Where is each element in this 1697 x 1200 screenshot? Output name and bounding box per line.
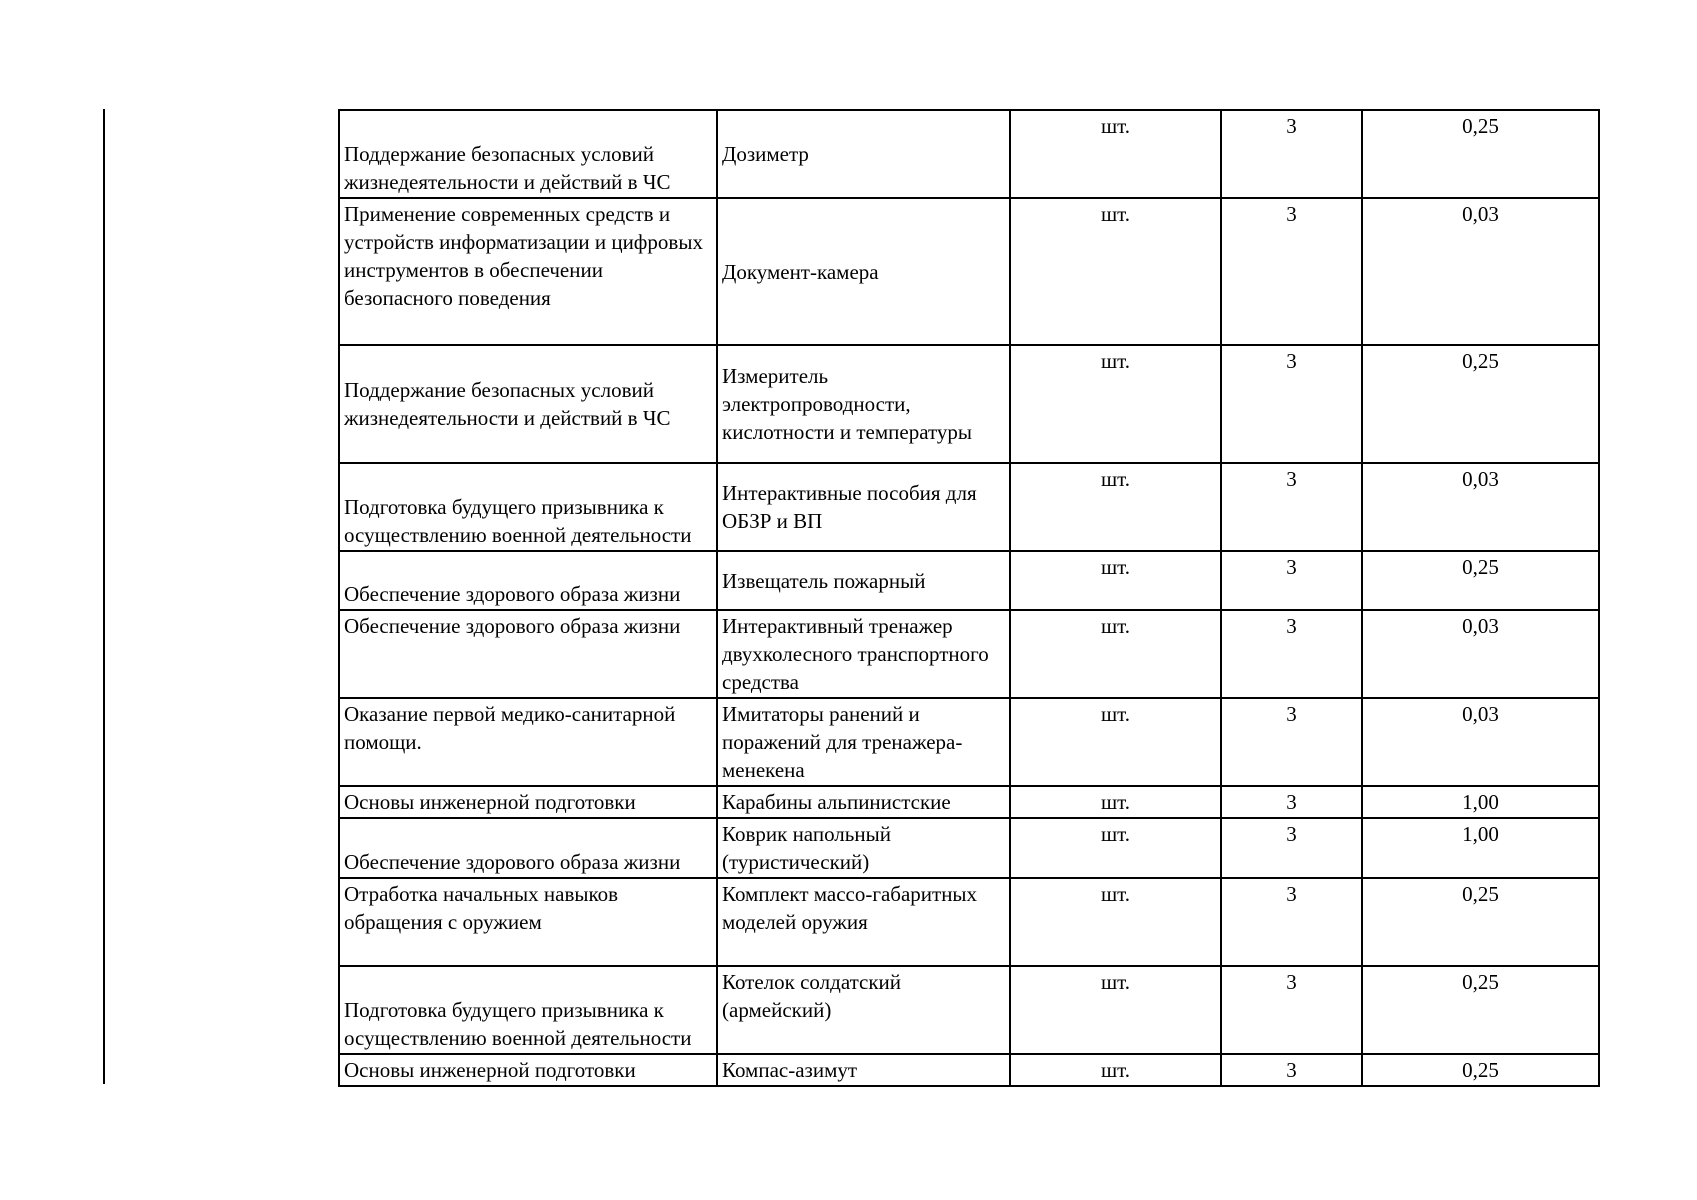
section-cell: Основы инженерной подготовки [339,786,717,818]
table-row [339,966,1599,1054]
table-row [339,110,1599,198]
item-name-cell: Измеритель электропроводности, кислотности и температуры [717,345,1010,463]
quantity-cell: 3 [1221,698,1362,786]
left-margin-line [103,109,105,1084]
unit-cell: шт. [1010,610,1221,698]
item-name-cell: Документ-камера [717,198,1010,345]
section-cell: Подготовка будущего призывника к осуществлению военной деятельности [339,463,717,551]
table-row [339,551,1599,610]
unit-cell: шт. [1010,198,1221,345]
table-row [339,198,1599,345]
coefficient-cell: 0,03 [1362,463,1599,551]
coefficient-cell: 0,25 [1362,878,1599,966]
unit-cell: шт. [1010,110,1221,198]
unit-cell: шт. [1010,1054,1221,1086]
item-name-cell: Извещатель пожарный [717,551,1010,610]
table-row [339,786,1599,818]
unit-cell: шт. [1010,966,1221,1054]
section-cell: Обеспечение здорового образа жизни [339,818,717,878]
quantity-cell: 3 [1221,1054,1362,1086]
coefficient-cell: 0,03 [1362,198,1599,345]
section-cell: Подготовка будущего призывника к осуществлению военной деятельности [339,966,717,1054]
item-name-cell: Интерактивные пособия для ОБЗР и ВП [717,463,1010,551]
section-cell: Поддержание безопасных условий жизнедеятельности и действий в ЧС [339,345,717,463]
quantity-cell: 3 [1221,610,1362,698]
quantity-cell: 3 [1221,463,1362,551]
item-name-cell: Коврик напольный (туристический) [717,818,1010,878]
unit-cell: шт. [1010,818,1221,878]
coefficient-cell: 1,00 [1362,818,1599,878]
quantity-cell: 3 [1221,786,1362,818]
quantity-cell: 3 [1221,878,1362,966]
item-name-cell: Котелок солдатский (армейский) [717,966,1010,1054]
item-name-cell: Компас-азимут [717,1054,1010,1086]
section-cell: Поддержание безопасных условий жизнедеятельности и действий в ЧС [339,110,717,198]
table-row [339,698,1599,786]
section-cell: Оказание первой медико-санитарной помощи. [339,698,717,786]
section-cell: Отработка начальных навыков обращения с оружием [339,878,717,966]
coefficient-cell: 0,25 [1362,551,1599,610]
unit-cell: шт. [1010,345,1221,463]
section-cell: Обеспечение здорового образа жизни [339,610,717,698]
item-name-cell: Карабины альпинистские [717,786,1010,818]
coefficient-cell: 0,03 [1362,698,1599,786]
table-row [339,878,1599,966]
table-row [339,1054,1599,1086]
equipment-table [338,109,1600,1087]
item-name-cell: Имитаторы ранений и поражений для тренажера-менекена [717,698,1010,786]
unit-cell: шт. [1010,698,1221,786]
coefficient-cell: 0,03 [1362,610,1599,698]
coefficient-cell: 0,25 [1362,1054,1599,1086]
quantity-cell: 3 [1221,345,1362,463]
quantity-cell: 3 [1221,966,1362,1054]
item-name-cell: Интерактивный тренажер двухколесного транспортного средства [717,610,1010,698]
table-row [339,610,1599,698]
section-cell: Обеспечение здорового образа жизни [339,551,717,610]
unit-cell: шт. [1010,551,1221,610]
quantity-cell: 3 [1221,818,1362,878]
coefficient-cell: 1,00 [1362,786,1599,818]
quantity-cell: 3 [1221,551,1362,610]
unit-cell: шт. [1010,878,1221,966]
item-name-cell: Комплект массо-габаритных моделей оружия [717,878,1010,966]
item-name-cell: Дозиметр [717,110,1010,198]
unit-cell: шт. [1010,463,1221,551]
section-cell: Применение современных средств и устройств информатизации и цифровых инструментов в обеспечении безопасного поведения [339,198,717,345]
table-row [339,463,1599,551]
section-cell: Основы инженерной подготовки [339,1054,717,1086]
quantity-cell: 3 [1221,110,1362,198]
quantity-cell: 3 [1221,198,1362,345]
table-row [339,345,1599,463]
coefficient-cell: 0,25 [1362,110,1599,198]
table-row [339,818,1599,878]
coefficient-cell: 0,25 [1362,966,1599,1054]
unit-cell: шт. [1010,786,1221,818]
coefficient-cell: 0,25 [1362,345,1599,463]
